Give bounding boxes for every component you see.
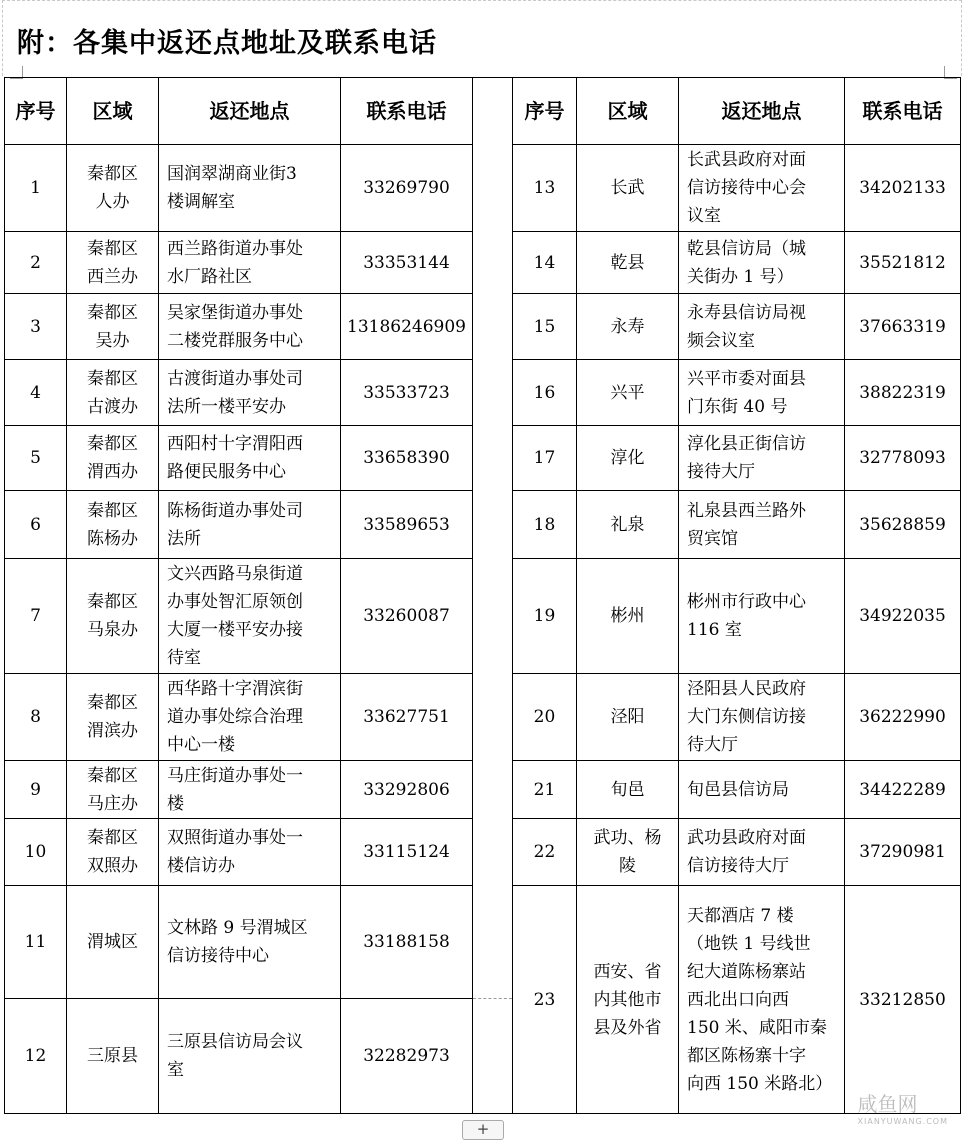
area-cell: 秦都区 陈杨办 bbox=[67, 491, 159, 559]
gap-column bbox=[473, 674, 513, 761]
row-number: 5 bbox=[5, 426, 67, 491]
phone-cell: 33269790 bbox=[341, 145, 473, 232]
address-cell: 文兴西路马泉街道 办事处智汇原领创 大厦一楼平安办接 待室 bbox=[159, 559, 341, 674]
table-row bbox=[5, 559, 961, 674]
table-row bbox=[5, 426, 961, 491]
phone-cell: 13186246909 bbox=[341, 294, 473, 360]
row-number: 11 bbox=[5, 886, 67, 999]
area-cell: 秦都区 古渡办 bbox=[67, 360, 159, 426]
address-cell: 礼泉县西兰路外 贸宾馆 bbox=[679, 491, 845, 559]
table-row bbox=[5, 674, 961, 761]
gap-column bbox=[473, 232, 513, 294]
phone-cell: 33115124 bbox=[341, 819, 473, 886]
address-cell: 乾县信访局（城 关街办 1 号） bbox=[679, 232, 845, 294]
header-phone: 联系电话 bbox=[845, 78, 961, 145]
row-number: 23 bbox=[513, 886, 577, 1114]
row-number: 19 bbox=[513, 559, 577, 674]
table-row bbox=[5, 294, 961, 360]
phone-cell: 37290981 bbox=[845, 819, 961, 886]
gap-column bbox=[473, 819, 513, 886]
table-row bbox=[5, 145, 961, 232]
gap-column bbox=[473, 360, 513, 426]
phone-cell: 33353144 bbox=[341, 232, 473, 294]
row-number: 6 bbox=[5, 491, 67, 559]
table-row bbox=[5, 886, 961, 999]
row-number: 18 bbox=[513, 491, 577, 559]
row-number: 3 bbox=[5, 294, 67, 360]
row-number: 8 bbox=[5, 674, 67, 761]
address-cell: 陈杨街道办事处司 法所 bbox=[159, 491, 341, 559]
phone-cell: 34922035 bbox=[845, 559, 961, 674]
title-bar bbox=[2, 0, 962, 76]
address-cell: 兴平市委对面县 门东街 40 号 bbox=[679, 360, 845, 426]
gap-column bbox=[473, 761, 513, 819]
row-number: 7 bbox=[5, 559, 67, 674]
address-cell: 古渡街道办事处司 法所一楼平安办 bbox=[159, 360, 341, 426]
area-cell: 淳化 bbox=[577, 426, 679, 491]
header-address: 返还地点 bbox=[679, 78, 845, 145]
area-cell: 秦都区 吴办 bbox=[67, 294, 159, 360]
area-cell: 秦都区 双照办 bbox=[67, 819, 159, 886]
phone-cell: 36222990 bbox=[845, 674, 961, 761]
phone-cell: 33533723 bbox=[341, 360, 473, 426]
phone-cell: 37663319 bbox=[845, 294, 961, 360]
area-cell: 武功、杨 陵 bbox=[577, 819, 679, 886]
address-cell: 双照街道办事处一 楼信访办 bbox=[159, 819, 341, 886]
area-cell: 秦都区 渭西办 bbox=[67, 426, 159, 491]
address-cell: 淳化县正街信访 接待大厅 bbox=[679, 426, 845, 491]
area-cell: 西安、省 内其他市 县及外省 bbox=[577, 886, 679, 1114]
address-cell: 永寿县信访局视 频会议室 bbox=[679, 294, 845, 360]
expand-button[interactable]: + bbox=[462, 1120, 504, 1140]
phone-cell: 32778093 bbox=[845, 426, 961, 491]
phone-cell: 33658390 bbox=[341, 426, 473, 491]
table-row bbox=[5, 232, 961, 294]
area-cell: 泾阳 bbox=[577, 674, 679, 761]
header-area: 区域 bbox=[577, 78, 679, 145]
phone-cell: 32282973 bbox=[341, 999, 473, 1114]
row-number: 9 bbox=[5, 761, 67, 819]
row-number: 1 bbox=[5, 145, 67, 232]
address-cell: 彬州市行政中心 116 室 bbox=[679, 559, 845, 674]
address-cell: 西阳村十字渭阳西 路便民服务中心 bbox=[159, 426, 341, 491]
phone-cell: 33292806 bbox=[341, 761, 473, 819]
row-number: 20 bbox=[513, 674, 577, 761]
area-cell: 长武 bbox=[577, 145, 679, 232]
table-row bbox=[5, 761, 961, 819]
row-number: 10 bbox=[5, 819, 67, 886]
phone-cell: 34422289 bbox=[845, 761, 961, 819]
area-cell: 三原县 bbox=[67, 999, 159, 1114]
area-cell: 礼泉 bbox=[577, 491, 679, 559]
row-number: 15 bbox=[513, 294, 577, 360]
header-row bbox=[5, 78, 961, 145]
phone-cell: 33188158 bbox=[341, 886, 473, 999]
area-cell: 旬邑 bbox=[577, 761, 679, 819]
phone-cell: 35521812 bbox=[845, 232, 961, 294]
phone-cell: 33212850 bbox=[845, 886, 961, 1114]
watermark-logo: 咸鱼网 XIANYUWANG.COM bbox=[857, 1092, 948, 1126]
header-no: 序号 bbox=[513, 78, 577, 145]
address-cell: 马庄街道办事处一 楼 bbox=[159, 761, 341, 819]
address-cell: 武功县政府对面 信访接待大厅 bbox=[679, 819, 845, 886]
address-cell: 国润翠湖商业街3 楼调解室 bbox=[159, 145, 341, 232]
header-phone: 联系电话 bbox=[341, 78, 473, 145]
phone-cell: 33589653 bbox=[341, 491, 473, 559]
row-number: 16 bbox=[513, 360, 577, 426]
phone-cell: 34202133 bbox=[845, 145, 961, 232]
area-cell: 兴平 bbox=[577, 360, 679, 426]
area-cell: 乾县 bbox=[577, 232, 679, 294]
gap-column bbox=[473, 886, 513, 999]
header-no: 序号 bbox=[5, 78, 67, 145]
table-row bbox=[5, 819, 961, 886]
gap-column bbox=[473, 426, 513, 491]
row-number: 12 bbox=[5, 999, 67, 1114]
area-cell: 渭城区 bbox=[67, 886, 159, 999]
row-number: 2 bbox=[5, 232, 67, 294]
row-number: 13 bbox=[513, 145, 577, 232]
area-cell: 秦都区 西兰办 bbox=[67, 232, 159, 294]
header-address: 返还地点 bbox=[159, 78, 341, 145]
phone-cell: 33627751 bbox=[341, 674, 473, 761]
row-number: 21 bbox=[513, 761, 577, 819]
gap-column bbox=[473, 559, 513, 674]
row-number: 17 bbox=[513, 426, 577, 491]
address-cell: 旬邑县信访局 bbox=[679, 761, 845, 819]
address-cell: 吴家堡街道办事处 二楼党群服务中心 bbox=[159, 294, 341, 360]
phone-cell: 38822319 bbox=[845, 360, 961, 426]
table-row bbox=[5, 491, 961, 559]
area-cell: 彬州 bbox=[577, 559, 679, 674]
area-cell: 永寿 bbox=[577, 294, 679, 360]
header-area: 区域 bbox=[67, 78, 159, 145]
area-cell: 秦都区 人办 bbox=[67, 145, 159, 232]
table-row bbox=[5, 360, 961, 426]
area-cell: 秦都区 马泉办 bbox=[67, 559, 159, 674]
area-cell: 秦都区 渭滨办 bbox=[67, 674, 159, 761]
address-cell: 三原县信访局会议 室 bbox=[159, 999, 341, 1114]
address-cell: 泾阳县人民政府 大门东侧信访接 待大厅 bbox=[679, 674, 845, 761]
gap-column bbox=[473, 78, 513, 145]
gap-column bbox=[473, 145, 513, 232]
area-cell: 秦都区 马庄办 bbox=[67, 761, 159, 819]
address-cell: 长武县政府对面 信访接待中心会 议室 bbox=[679, 145, 845, 232]
gap-column bbox=[473, 491, 513, 559]
row-number: 14 bbox=[513, 232, 577, 294]
phone-cell: 33260087 bbox=[341, 559, 473, 674]
address-cell: 文林路 9 号渭城区 信访接待中心 bbox=[159, 886, 341, 999]
gap-column bbox=[473, 999, 513, 1114]
return-points-table bbox=[4, 77, 961, 1114]
gap-column bbox=[473, 294, 513, 360]
row-number: 4 bbox=[5, 360, 67, 426]
row-number: 22 bbox=[513, 819, 577, 886]
address-cell: 西兰路街道办事处 水厂路社区 bbox=[159, 232, 341, 294]
phone-cell: 35628859 bbox=[845, 491, 961, 559]
address-cell: 天都酒店 7 楼 （地铁 1 号线世 纪大道陈杨寨站 西北出口向西 150 米、咸阳市秦 都区陈杨寨十字 向西 150 米路北） bbox=[679, 886, 845, 1114]
address-cell: 西华路十字渭滨街 道办事处综合治理 中心一楼 bbox=[159, 674, 341, 761]
page-title: 附：各集中返还点地址及联系电话 bbox=[17, 28, 437, 59]
